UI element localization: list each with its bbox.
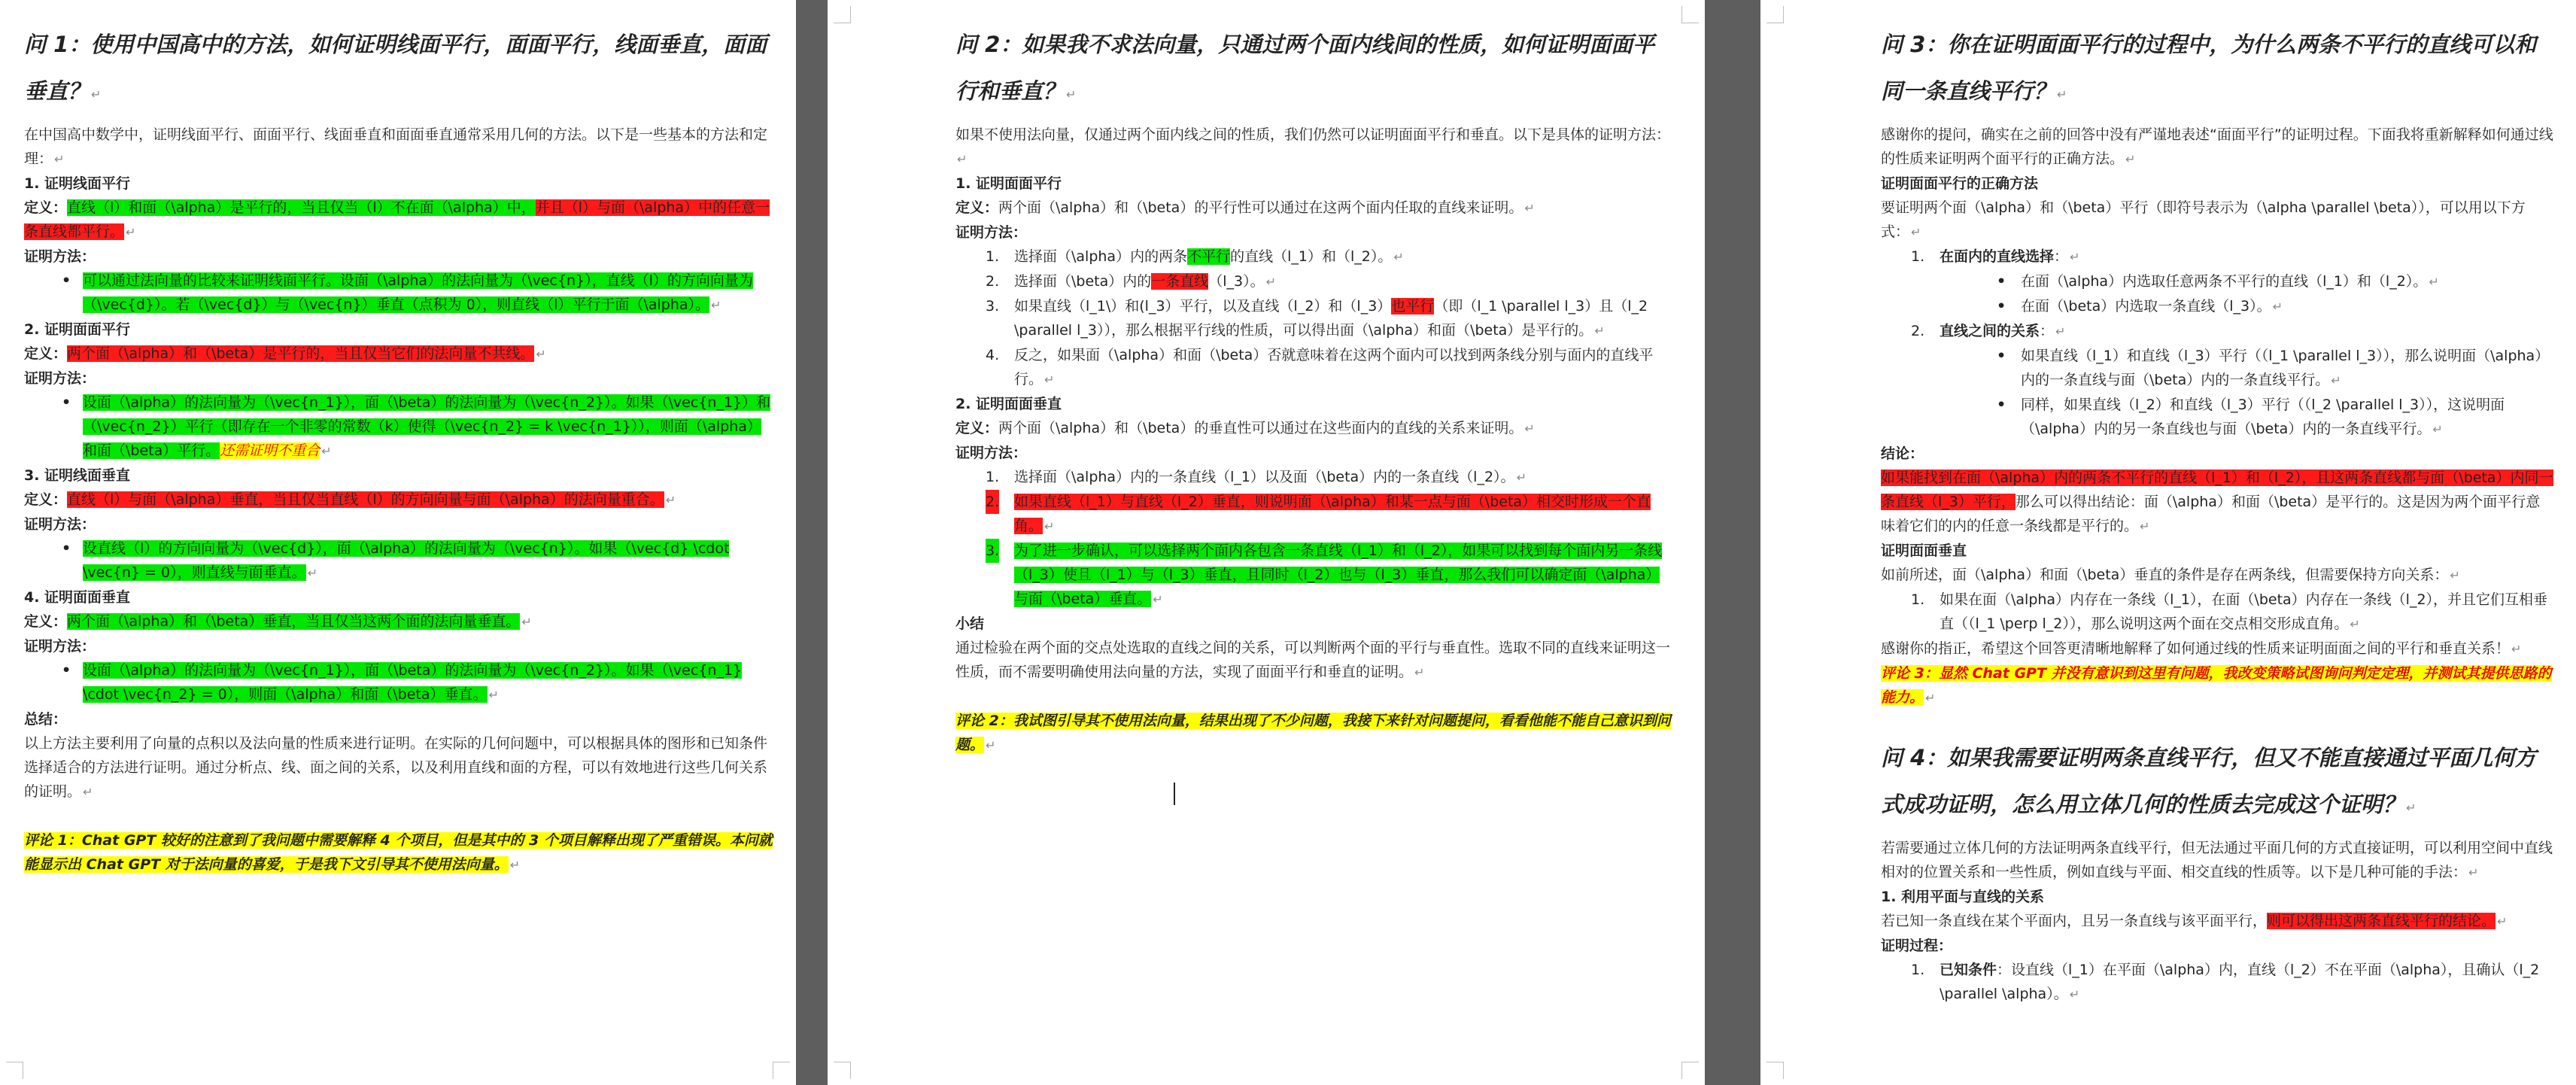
intro-paragraph[interactable]: 在中国高中数学中，证明线面平行、面面平行、线面垂直和面面垂直通常采用几何的方法。以下是一些基本的方法和定理： ↵	[24, 126, 768, 167]
intro-paragraph[interactable]: 若需要通过立体几何的方法证明两条直线平行，但无法通过平面几何的方式直接证明，可以利用空间中直线相对的位置关系和一些性质，例如直线与平面、相交直线的性质等。以下是几种可能的手法： ↵	[1881, 840, 2553, 880]
summary-label[interactable]: 总结：	[24, 711, 68, 728]
method-label[interactable]: 证明方法：	[955, 224, 1028, 241]
intro-paragraph[interactable]: 感谢你的提问，确实在之前的回答中没有严谨地表述“面面平行”的证明过程。下面我将重新解释如何通过线的性质来证明两个面平行的正确方法。 ↵	[1881, 126, 2553, 167]
list-item[interactable]: 1. 在面内的直线选择： ↵	[1911, 248, 2080, 265]
definition-paragraph[interactable]: 定义：直线（l）和面（\alpha）是平行的，当且仅当（l）不在面（\alpha）中，并且（l）与面（\alpha）中的任意一条直线都平行。 ↵	[24, 199, 770, 240]
proof-label[interactable]: 证明过程：	[1881, 938, 1953, 954]
numbered-list	[955, 465, 1672, 612]
numbered-list	[1881, 245, 2553, 269]
list-item[interactable]: • 设面（\alpha）的法向量为（\vec{n_1}），面（\beta）的法向量为（\vec{n_2}）。如果（\vec{n_1}）和（\vec{n_2}）平行（即存在一个非零的常数（k）使得（\vec{n_2} = k \vec{n_1}）），则面（\alpha）和面（\beta）平行。还需证明不重合 ↵	[62, 394, 771, 459]
conclusion-label[interactable]: 结论：	[1881, 445, 1924, 462]
summary-label[interactable]: 小结	[955, 615, 985, 632]
list-item[interactable]: • 如果直线（l_1）和直线（l_3）平行（（l_1 \parallel l_3）），那么说明面（\alpha）内的一条直线与面（\beta）内的一条直线平行。 ↵	[1997, 348, 2550, 388]
question-4-title[interactable]: 问 4：如果我需要证明两条直线平行，但又不能直接通过平面几何方式成功证明，怎么用立体几何的性质去完成这个证明？ ↵	[1881, 745, 2537, 817]
list-item[interactable]: 2. 直线之间的关系： ↵	[1911, 323, 2066, 339]
body-paragraph[interactable]: 要证明两个面（\alpha）和（\beta）平行（即符号表示为（\alpha \parallel \beta）），可以用以下方式： ↵	[1881, 199, 2526, 240]
list-item[interactable]: • 在面（\beta）内选取一条直线（l_3）。 ↵	[1997, 298, 2283, 315]
conclusion-paragraph[interactable]: 如果能找到在面（\alpha）内的两条不平行的直线（l_1）和（l_2），且这两条直线都与面（\beta）内同一条直线（l_3）平行，那么可以得出结论：面（\alpha）和面（\beta）是平行的。这是因为两个面平行意味着它们的内的任意一条线都是平行的。 ↵	[1881, 470, 2553, 534]
bullet-list	[24, 658, 773, 707]
method-label[interactable]: 证明方法：	[955, 445, 1028, 461]
summary-paragraph[interactable]: 以上方法主要利用了向量的点积以及法向量的性质来进行证明。在实际的几何问题中，可以根据具体的图形和已知条件选择适合的方法进行证明。通过分析点、线、面之间的关系，以及利用直线和面的方程，可以有效地进行这些几何关系的证明。 ↵	[24, 735, 768, 800]
bullet-list	[24, 391, 773, 463]
list-item[interactable]: • 设直线（l）的方向向量为（\vec{d}），面（\alpha）的法向量为（\vec{n}）。如果（\vec{d} \cdot \vec{n} = 0），则直线与面垂直。 ↵	[62, 540, 730, 581]
comment-1[interactable]: 评论 1：Chat GPT 较好的注意到了我问题中需要解释 4 个项目，但是其中的 3 个项目解释出现了严重错误。本问就能显示出 Chat GPT 对于法向量的喜爱，于是我下文引导其不使用法向量。 ↵	[24, 832, 773, 873]
page-corner-mark	[834, 6, 851, 23]
comment-3[interactable]: 评论 3：显然 Chat GPT 并没有意识到这里有问题，我改变策略试图询问判定定理，并测试其提供思路的能力。 ↵	[1881, 665, 2552, 706]
bullet-list	[1881, 269, 2553, 319]
section-heading[interactable]: 3. 证明线面垂直	[24, 467, 131, 484]
section-heading[interactable]: 证明面面平行的正确方法	[1881, 175, 2039, 192]
page-corner-mark	[1766, 6, 1784, 23]
section-heading[interactable]: 证明面面垂直	[1881, 542, 1967, 559]
definition-paragraph[interactable]: 定义：两个面（\alpha）和（\beta）的垂直性可以通过在这些面内的直线的关系来证明。 ↵	[955, 420, 1535, 436]
method-label[interactable]: 证明方法：	[24, 248, 96, 265]
page-corner-mark	[6, 1062, 23, 1079]
section-heading[interactable]: 4. 证明面面垂直	[24, 589, 131, 606]
list-item[interactable]: 3. 为了进一步确认，可以选择两个面内各包含一条直线（l_1）和（l_2），如果可以找到每个面内另一条线（l_3）使且（l_1）与（l_3）垂直，且同时（l_2）也与（l_3）垂直，那么我们可以确定面（\alpha）与面（\beta）垂直。 ↵	[986, 539, 1672, 612]
list-item[interactable]: 1. 已知条件：设直线（l_1）在平面（\alpha）内，直线（l_2）不在平面（\alpha），且确认（l_2 \parallel \alpha）。 ↵	[1911, 962, 2540, 1002]
numbered-list	[1881, 958, 2553, 1007]
question-3-title[interactable]: 问 3：你在证明面面平行的过程中，为什么两条不平行的直线可以和同一条直线平行？ ↵	[1881, 32, 2537, 104]
list-item[interactable]: 4. 反之，如果面（\alpha）和面（\beta）否就意味着在这两个面内可以找到两条线分别与面内的直线平行。 ↵	[986, 347, 1654, 388]
bullet-list	[1881, 344, 2553, 442]
question-2-title[interactable]: 问 2：如果我不求法向量，只通过两个面内线间的性质，如何证明面面平行和垂直？ ↵	[955, 32, 1655, 104]
thanks-paragraph[interactable]: 感谢你的指正，希望这个回答更清晰地解释了如何通过线的性质来证明面面之间的平行和垂直关系！ ↵	[1881, 640, 2522, 657]
method-label[interactable]: 证明方法：	[24, 370, 96, 387]
list-item[interactable]: • 在面（\alpha）内选取任意两条不平行的直线（l_1）和（l_2）。 ↵	[1997, 273, 2439, 290]
summary-paragraph[interactable]: 通过检验在两个面的交点处选取的直线之间的关系，可以判断两个面的平行与垂直性。选取不同的直线来证明这一性质，而不需要明确使用法向量的方法，实现了面面平行和垂直的证明。 ↵	[955, 640, 1671, 680]
page-corner-mark	[1766, 1062, 1784, 1079]
section-heading[interactable]: 2. 证明面面垂直	[955, 396, 1062, 412]
bullet-list	[24, 536, 773, 585]
definition-paragraph[interactable]: 定义：两个面（\alpha）和（\beta）是平行的，当且仅当它们的法向量不共线。 ↵	[24, 345, 546, 362]
bullet-list	[24, 269, 773, 318]
numbered-list	[955, 245, 1672, 392]
list-item[interactable]: 3. 如果直线（l_1\）和(l_3）平行，以及直线（l_2）和（l_3）也平行（即（l_1 \parallel l_3）且（l_2 \parallel l_3）），那么根据平行线的性质，可以得出面（\alpha）和面（\beta）是平行的。 ↵	[986, 298, 1648, 339]
method-label[interactable]: 证明方法：	[24, 638, 96, 655]
section-heading[interactable]: 1. 证明线面平行	[24, 175, 131, 192]
list-item[interactable]: 2. 如果直线（l_1）与直线（l_2）垂直，则说明面（\alpha）和某一点与面（\beta）相交时形成一个直角。 ↵	[986, 490, 1672, 539]
section-heading[interactable]: 1. 证明面面平行	[955, 175, 1062, 192]
page-corner-mark	[1681, 6, 1699, 23]
method-label[interactable]: 证明方法：	[24, 516, 96, 533]
list-item[interactable]: 1. 选择面（\alpha）内的两条不平行的直线（l_1）和（l_2）。 ↵	[986, 248, 1404, 265]
definition-paragraph[interactable]: 定义：两个面（\alpha）和（\beta）垂直，当且仅当这两个面的法向量垂直。 ↵	[24, 613, 532, 630]
list-item[interactable]: • 同样，如果直线（l_2）和直线（l_3）平行（（l_2 \parallel l_3）），这说明面（\alpha）内的另一条直线也与面（\beta）内的一条直线平行。 ↵	[1997, 397, 2505, 437]
page-corner-mark	[1681, 1062, 1699, 1079]
page-corner-mark	[834, 1062, 851, 1079]
section-heading[interactable]: 1. 利用平面与直线的关系	[1881, 889, 2045, 905]
numbered-list	[1881, 588, 2553, 637]
definition-paragraph[interactable]: 定义：直线（l）与面（\alpha）垂直，当且仅当直线（l）的方向向量与面（\alpha）的法向量重合。 ↵	[24, 491, 676, 508]
definition-paragraph[interactable]: 定义：两个面（\alpha）和（\beta）的平行性可以通过在这两个面内任取的直线来证明。 ↵	[955, 199, 1535, 216]
numbered-list	[1881, 319, 2553, 344]
list-item[interactable]: • 设面（\alpha）的法向量为（\vec{n_1}），面（\beta）的法向量为（\vec{n_2}）。如果（\vec{n_1} \cdot \vec{n_2} = 0），则面（\alpha）和面（\beta）垂直。 ↵	[62, 662, 743, 703]
body-paragraph[interactable]: 若已知一条直线在某个平面内，且另一条直线与该平面平行，则可以得出这两条直线平行的结论。 ↵	[1881, 913, 2508, 929]
section-heading[interactable]: 2. 证明面面平行	[24, 321, 131, 338]
comment-2[interactable]: 评论 2：我试图引导其不使用法向量，结果出现了不少问题，我接下来针对问题提问，看看他能不能自己意识到问题。 ↵	[955, 713, 1671, 753]
paragraph-mark: ↵	[91, 87, 102, 102]
document-page-3[interactable]	[1760, 0, 2576, 1085]
list-item[interactable]: 1. 选择面（\alpha）内的一条直线（l_1）以及面（\beta）内的一条直线（l_2）。 ↵	[986, 469, 1526, 485]
list-item[interactable]: • 可以通过法向量的比较来证明线面平行。设面（\alpha）的法向量为（\vec{n}），直线（l）的方向向量为（\vec{d}）。若（\vec{d}）与（\vec{n}）垂直（点积为 0），则直线（l）平行于面（\alpha）。 ↵	[62, 272, 753, 313]
body-paragraph[interactable]: 如前所述，面（\alpha）和面（\beta）垂直的条件是存在两条线，但需要保持方向关系： ↵	[1881, 567, 2460, 583]
page-corner-mark	[773, 1062, 790, 1079]
list-item[interactable]: 2. 选择面（\beta）内的一条直线（l_3）。 ↵	[986, 273, 1277, 290]
document-page-2[interactable]	[828, 0, 1705, 1085]
document-page-1[interactable]	[0, 0, 796, 1085]
text-cursor	[1174, 783, 1175, 805]
intro-paragraph[interactable]: 如果不使用法向量，仅通过两个面内线之间的性质，我们仍然可以证明面面平行和垂直。以下是具体的证明方法：↵	[955, 126, 1671, 166]
list-item[interactable]: 1. 如果在面（\alpha）内存在一条线（l_1），在面（\beta）内存在一条线（l_2），并且它们互相垂直（（l_1 \perp l_2）），那么说明这两个面在交点相交形成直角。 ↵	[1911, 591, 2548, 632]
question-1-title[interactable]: 问 1：使用中国高中的方法，如何证明线面平行，面面平行，线面垂直，面面垂直？ ↵	[24, 32, 767, 104]
